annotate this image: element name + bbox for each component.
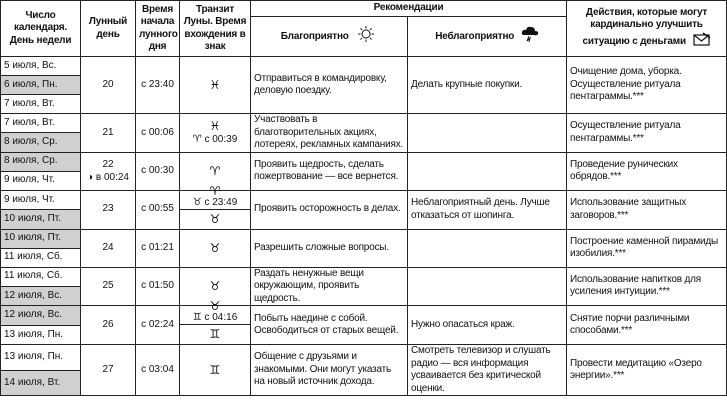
transit-sign: ♈ <box>209 183 221 198</box>
full-moon-time: ◑ в 00:24 <box>87 172 129 183</box>
start-time-cell: с 00:30 <box>136 152 180 190</box>
date-cell: 5 июля, Вс. <box>1 57 81 76</box>
lunar-day-cell: 20 <box>81 57 136 114</box>
transit-entry: ♈ с 00:39 <box>192 133 238 145</box>
date-cell: 12 июля, Вс. <box>1 306 81 326</box>
start-time-cell: с 01:21 <box>136 229 180 267</box>
transit-cell: ♉ <box>180 229 251 267</box>
date-cell: 7 июля, Вт. <box>1 114 81 133</box>
date-cell: 14 июля, Вт. <box>1 370 81 396</box>
action-cell: Осуществление ритуала пентаграммы.*** <box>567 114 727 153</box>
transit-cell: ♊ <box>180 345 251 396</box>
date-cell: 8 июля, Ср. <box>1 152 81 171</box>
header-favorable-label: Благоприятно <box>280 31 349 43</box>
action-cell: Использование защитных заговоров.*** <box>567 190 727 229</box>
header-unfavorable <box>408 17 567 57</box>
favorable-cell: Отправиться в командировку, деловую поездку. <box>251 57 408 114</box>
date-cell: 9 июля, Чт. <box>1 171 81 190</box>
header-unfavorable-label: Неблагоприятно <box>435 31 515 43</box>
transit-entry: ♊ с 04:16 <box>192 312 238 323</box>
favorable-cell: Раздать ненужные вещи окружающим, проявить щедрость. <box>251 267 408 306</box>
date-cell: 11 июля, Сб. <box>1 248 81 267</box>
date-cell: 6 июля, Пн. <box>1 76 81 95</box>
action-cell: Проведение рунических обрядов.*** <box>567 152 727 190</box>
header-actions <box>567 1 727 57</box>
favorable-cell: Разрешить сложные вопросы. <box>251 229 408 267</box>
money-envelope-icon <box>693 32 711 51</box>
transit-cell: ♉ <box>180 267 251 306</box>
unfavorable-cell <box>408 114 567 153</box>
date-cell: 13 июля, Пн. <box>1 345 81 371</box>
lunar-day-value: 22 <box>102 159 114 170</box>
date-cell: 11 июля, Сб. <box>1 267 81 286</box>
lunar-day-cell <box>81 152 136 190</box>
start-time-cell: с 00:55 <box>136 190 180 229</box>
date-cell: 10 июля, Пт. <box>1 229 81 248</box>
transit-sign: ♉ <box>209 211 221 226</box>
favorable-cell: Проявить осторожность в делах. <box>251 190 408 229</box>
header-recommendations: Рекомендации <box>251 1 567 17</box>
transit-sign: ♊ <box>209 327 221 342</box>
favorable-cell: Побыть наедине с собой. Освободиться от старых вещей. <box>251 306 408 345</box>
favorable-cell: Участвовать в благотворительных акциях, лотереях, рекламных кампаниях. <box>251 114 408 153</box>
action-cell: Провести медитацию «Озеро энергии».*** <box>567 345 727 396</box>
header-transit: Транзит Луны. Время вхождения в знак <box>180 1 251 57</box>
date-cell: 9 июля, Чт. <box>1 190 81 210</box>
lunar-day-cell: 26 <box>81 306 136 345</box>
unfavorable-cell: Нужно опасаться краж. <box>408 306 567 345</box>
transit-cell <box>180 114 251 153</box>
header-start-time: Время начала лунного дня <box>136 1 180 57</box>
start-time-cell: с 23:40 <box>136 57 180 114</box>
header-favorable <box>251 17 408 57</box>
header-actions-label: Действия, которые могут кардинально улучшить ситуацию с деньгами <box>582 6 708 47</box>
unfavorable-cell <box>408 229 567 267</box>
lunar-day-cell: 24 <box>81 229 136 267</box>
date-cell: 10 июля, Пт. <box>1 210 81 230</box>
lunar-day-cell: 25 <box>81 267 136 306</box>
storm-cloud-icon <box>521 26 539 47</box>
favorable-cell: Общение с друзьями и знакомыми. Они могут указать на новый источник дохода. <box>251 345 408 396</box>
date-cell: 13 июля, Пн. <box>1 325 81 345</box>
transit-sign: ♓ <box>209 118 221 133</box>
date-cell: 7 июля, Вт. <box>1 95 81 114</box>
start-time-cell: с 01:50 <box>136 267 180 306</box>
transit-entry: ♉ с 23:49 <box>192 196 238 208</box>
unfavorable-cell: Делать крупные покупки. <box>408 57 567 114</box>
action-cell: Очищение дома, уборка. Осуществление ритуала пентаграммы.*** <box>567 57 727 114</box>
transit-sign: ♉ <box>209 299 221 313</box>
lunar-day-cell: 21 <box>81 114 136 153</box>
transit-cell: ♓ <box>180 57 251 114</box>
lunar-day-cell: 23 <box>81 190 136 229</box>
transit-cell <box>180 299 251 345</box>
start-time-cell: с 02:24 <box>136 306 180 345</box>
sun-icon <box>355 26 377 47</box>
unfavorable-cell <box>408 267 567 306</box>
start-time-cell: с 03:04 <box>136 345 180 396</box>
start-time-cell: с 00:06 <box>136 114 180 153</box>
unfavorable-cell <box>408 152 567 190</box>
transit-cell <box>180 183 251 229</box>
lunar-day-cell: 27 <box>81 345 136 396</box>
transit-cell: ♈ <box>180 152 251 190</box>
action-cell: Построение каменной пирамиды изобилия.*** <box>567 229 727 267</box>
header-date: Число календаря. День недели <box>1 1 81 57</box>
date-cell: 12 июля, Вс. <box>1 286 81 305</box>
action-cell: Снятие порчи различными способами.*** <box>567 306 727 345</box>
unfavorable-cell: Неблагоприятный день. Лучше отказаться от шопинга. <box>408 190 567 229</box>
favorable-cell: Проявить щедрость, сделать пожертвование — все вернется. <box>251 152 408 190</box>
header-lunar-day: Лунный день <box>81 1 136 57</box>
action-cell: Использование напитков для усиления интуиции.*** <box>567 267 727 306</box>
date-cell: 8 июля, Ср. <box>1 133 81 152</box>
unfavorable-cell: Смотреть телевизор и слушать радио — вся информация усваивается без критической оценки. <box>408 345 567 396</box>
